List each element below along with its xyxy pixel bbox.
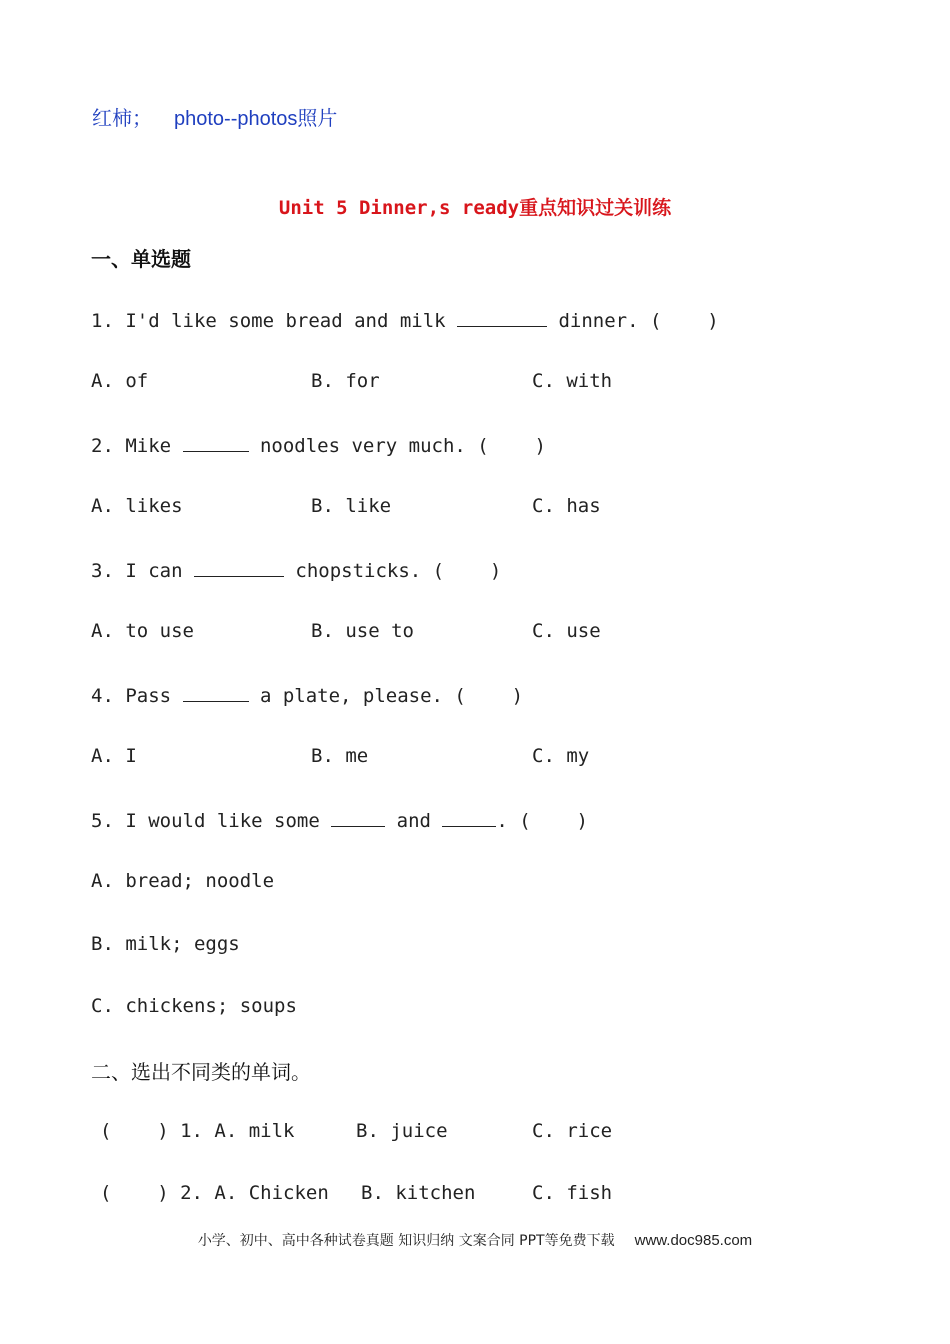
page-footer — [0, 1230, 950, 1250]
vocab-note — [92, 102, 337, 131]
odd-one-out-row-1-b: B. juice — [356, 1120, 448, 1142]
question-2-text-before: 2. Mike — [91, 435, 183, 457]
question-5-part1: 5. I would like some — [91, 810, 332, 832]
answer-blank — [183, 433, 249, 452]
answer-blank — [442, 808, 496, 827]
section-heading-odd-one-out: 二、选出不同类的单词。 — [91, 1060, 311, 1084]
vocab-note-text: photo--photos照片 — [174, 108, 338, 130]
option-5b: B. milk; eggs — [91, 933, 240, 955]
question-1-text-after: dinner. ( ) — [547, 310, 719, 332]
vocab-note-label: 红柿； — [92, 108, 152, 130]
section-heading-single-choice: 一、单选题 — [91, 247, 191, 271]
option-1b: B. for — [311, 370, 380, 392]
odd-one-out-row-1-c: C. rice — [532, 1120, 613, 1142]
odd-one-out-row-2-c: C. fish — [532, 1182, 613, 1204]
option-5a: A. bread; noodle — [91, 870, 275, 892]
odd-one-out-row-2-prefix: ( ) 2. A. Chicken — [100, 1182, 329, 1204]
option-3a: A. to use — [91, 620, 194, 642]
answer-blank — [194, 558, 284, 577]
footer-url[interactable]: www.doc985.com — [634, 1232, 753, 1249]
question-5 — [91, 808, 588, 832]
page-title: Unit 5 Dinner,s ready重点知识过关训练 — [278, 197, 672, 219]
question-1-text-before: 1. I'd like some bread and milk — [91, 310, 458, 332]
question-3-text-before: 3. I can — [91, 560, 194, 582]
option-3b: B. use to — [311, 620, 414, 642]
option-4a: A. I — [91, 745, 137, 767]
answer-blank — [457, 308, 547, 327]
question-5-part3: . ( ) — [496, 810, 588, 832]
option-5c: C. chickens; soups — [91, 995, 297, 1017]
question-2-text-after: noodles very much. ( ) — [248, 435, 546, 457]
question-4-text-after: a plate, please. ( ) — [248, 685, 524, 707]
question-5-part2: and — [385, 810, 443, 832]
footer-text: 小学、初中、高中各种试卷真题 知识归纳 文案合同 PPT等免费下载 — [197, 1233, 615, 1249]
option-1c: C. with — [532, 370, 613, 392]
question-1 — [91, 308, 719, 332]
answer-blank — [183, 683, 249, 702]
option-1a: A. of — [91, 370, 149, 392]
question-2 — [91, 433, 546, 457]
option-2b: B. like — [311, 495, 392, 517]
option-4b: B. me — [311, 745, 369, 767]
question-4-text-before: 4. Pass — [91, 685, 183, 707]
question-3-text-after: chopsticks. ( ) — [283, 560, 502, 582]
option-2c: C. has — [532, 495, 601, 517]
option-2a: A. likes — [91, 495, 183, 517]
option-4c: C. my — [532, 745, 590, 767]
odd-one-out-row-2-b: B. kitchen — [361, 1182, 476, 1204]
answer-blank — [331, 808, 385, 827]
question-4 — [91, 683, 523, 707]
odd-one-out-row-1-prefix: ( ) 1. A. milk — [100, 1120, 295, 1142]
question-3 — [91, 558, 501, 582]
option-3c: C. use — [532, 620, 601, 642]
